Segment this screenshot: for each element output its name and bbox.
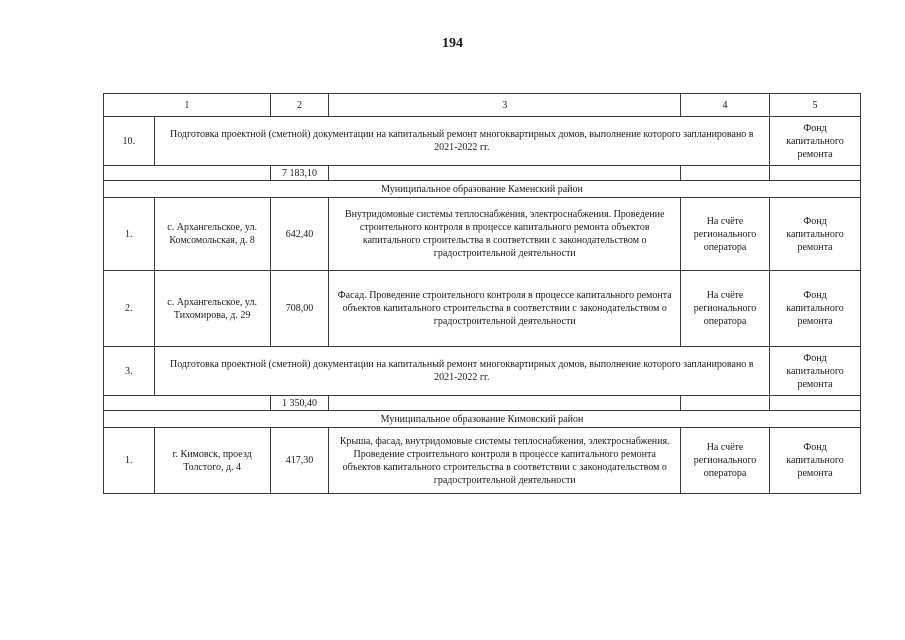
empty-cell <box>770 396 861 411</box>
work-description: Крыша, фасад, внутридомовые системы теплоснабжения, электроснабжения. Проведение строительного контроля в процессе капитального ремонта объектов капитального строительства в соответствии с законодательством о градостроительной деятельности <box>329 428 681 494</box>
funding-source: Фонд капитального ремонта <box>770 271 861 347</box>
row-number: 3. <box>104 347 155 396</box>
empty-cell <box>681 166 770 181</box>
table-row-total <box>104 166 861 181</box>
funding-source: Фонд капитального ремонта <box>770 428 861 494</box>
column-header-2: 2 <box>270 94 329 117</box>
work-description: Фасад. Проведение строительного контроля в процессе капитального ремонта объектов капитального строительства в соответствии с законодательством о градостроительной деятельности <box>329 271 681 347</box>
table-row <box>104 271 861 347</box>
work-description: Внутридомовые системы теплоснабжения, электроснабжения. Проведение строительного контроля в процессе капитального ремонта объектов капитального строительства в соответствии с законодательством о градостроительной деятельности <box>329 198 681 271</box>
page-number: 194 <box>442 36 463 51</box>
cost-cell: 708,00 <box>270 271 329 347</box>
row-number: 2. <box>104 271 155 347</box>
cost-cell: 417,30 <box>270 428 329 494</box>
column-header-3: 3 <box>329 94 681 117</box>
row-number: 1. <box>104 198 155 271</box>
account-location: На счёте регионального оператора <box>681 271 770 347</box>
municipality-name: Муниципальное образование Кимовский район <box>104 411 861 428</box>
empty-cell <box>104 166 271 181</box>
empty-cell <box>770 166 861 181</box>
municipality-name: Муниципальное образование Каменский район <box>104 181 861 198</box>
column-header-row <box>104 94 861 117</box>
table-row <box>104 198 861 271</box>
account-location: На счёте регионального оператора <box>681 198 770 271</box>
table-row <box>104 347 861 396</box>
table-row-total <box>104 396 861 411</box>
design-documentation-text: Подготовка проектной (сметной) документации на капитальный ремонт многоквартирных домов, выполнение которого запланировано в 2021-2022 гг. <box>154 347 769 396</box>
funding-source: Фонд капитального ремонта <box>770 347 861 396</box>
address-cell: г. Кимовск, проезд Толстого, д. 4 <box>154 428 270 494</box>
empty-cell <box>681 396 770 411</box>
cost-cell: 642,40 <box>270 198 329 271</box>
row-number: 1. <box>104 428 155 494</box>
empty-cell <box>329 396 681 411</box>
empty-cell <box>329 166 681 181</box>
account-location: На счёте регионального оператора <box>681 428 770 494</box>
total-cost: 7 183,10 <box>270 166 329 181</box>
funding-source: Фонд капитального ремонта <box>770 117 861 166</box>
funding-source: Фонд капитального ремонта <box>770 198 861 271</box>
municipality-row <box>104 181 861 198</box>
total-cost: 1 350,40 <box>270 396 329 411</box>
column-header-5: 5 <box>770 94 861 117</box>
repair-plan-table <box>103 93 861 494</box>
column-header-4: 4 <box>681 94 770 117</box>
address-cell: с. Архангельское, ул. Комсомольская, д. 8 <box>154 198 270 271</box>
empty-cell <box>104 396 271 411</box>
column-header-1: 1 <box>104 94 271 117</box>
municipality-row <box>104 411 861 428</box>
design-documentation-text: Подготовка проектной (сметной) документации на капитальный ремонт многоквартирных домов, выполнение которого запланировано в 2021-2022 гг. <box>154 117 769 166</box>
table-row <box>104 428 861 494</box>
row-number: 10. <box>104 117 155 166</box>
table-row <box>104 117 861 166</box>
address-cell: с. Архангельское, ул. Тихомирова, д. 29 <box>154 271 270 347</box>
